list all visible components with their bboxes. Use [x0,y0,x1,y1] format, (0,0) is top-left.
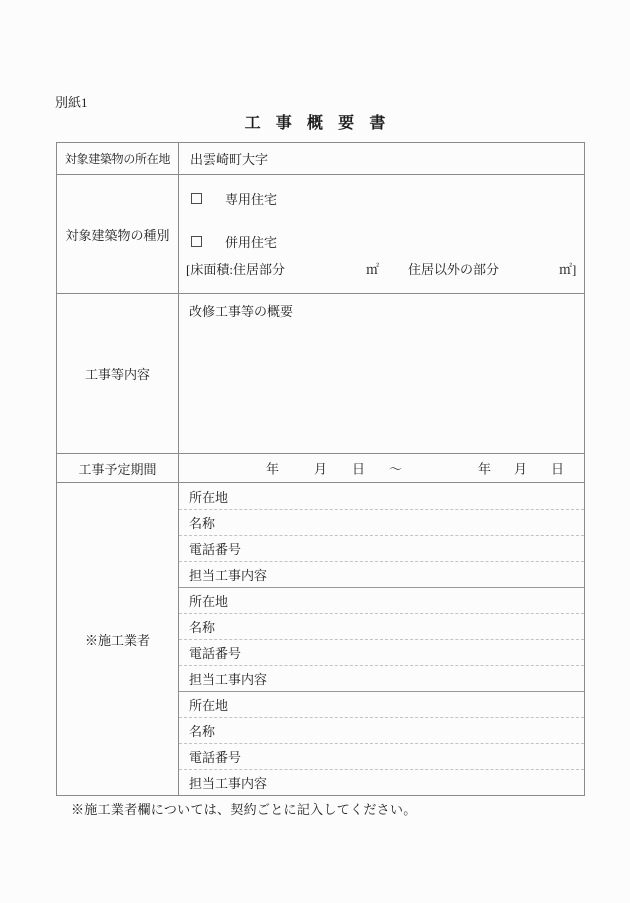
contractor-label: ※施工業者 [57,483,179,795]
floor-area-residence-label: [床面積:住居部分 [186,262,285,277]
work-content-label: 工事等内容 [57,294,179,453]
contractor2-phone-row: 電話番号 [179,639,584,665]
building-type-value [179,175,584,293]
row-building-type [57,174,584,293]
option-exclusive-house-label: 専用住宅 [225,191,278,207]
contractor1-phone-row: 電話番号 [179,535,584,561]
option-combined-house [191,232,277,250]
floor-area-residence-unit: ㎡ [366,262,380,277]
contractor3-address-row: 所在地 [179,691,584,717]
contractor2-work-row: 担当工事内容 [179,665,584,691]
checkbox-icon [191,193,202,204]
floor-area-non-residence-unit: ㎡] [559,262,577,277]
row-work-period [57,453,584,482]
building-type-label: 対象建築物の種別 [57,175,179,293]
row-building-location [57,143,584,174]
page-title: 工事概要書 [244,115,401,132]
building-location-value: 出雲崎町大字 [190,152,269,167]
contractor2-address-row: 所在地 [179,587,584,613]
contractor1-name-row: 名称 [179,509,584,535]
work-period-value [179,454,584,482]
period-start-month-label: 月 [314,461,328,477]
period-end-month-label: 月 [514,461,528,477]
row-work-content [57,293,584,453]
contractor3-name-row: 名称 [179,717,584,743]
work-period-label: 工事予定期間 [57,454,179,482]
period-range-tilde: ～ [389,461,403,477]
contractor3-work-row: 担当工事内容 [179,769,584,795]
construction-summary-table [56,142,585,796]
option-exclusive-house [191,189,277,207]
building-location-label: 対象建築物の所在地 [57,143,179,174]
checkbox-icon [191,236,202,247]
contractor1-address-row: 所在地 [189,489,229,505]
contractor2-name-row: 名称 [179,613,584,639]
contractor3-phone-row: 電話番号 [179,743,584,769]
floor-area-line [179,259,584,277]
period-end-year-label: 年 [478,461,492,477]
attachment-label: 別紙1 [55,95,88,110]
footnote: ※施工業者欄については、契約ごとに記入してください。 [71,802,417,817]
period-start-year-label: 年 [266,461,280,477]
period-start-day-label: 日 [352,461,366,477]
contractor1-work-row: 担当工事内容 [179,561,584,587]
option-combined-house-label: 併用住宅 [225,234,278,250]
work-content-value: 改修工事等の概要 [189,304,294,319]
floor-area-non-residence-label: 住居以外の部分 [408,262,500,277]
contractor-fields [179,483,584,795]
period-end-day-label: 日 [551,461,565,477]
row-contractor [57,482,584,795]
